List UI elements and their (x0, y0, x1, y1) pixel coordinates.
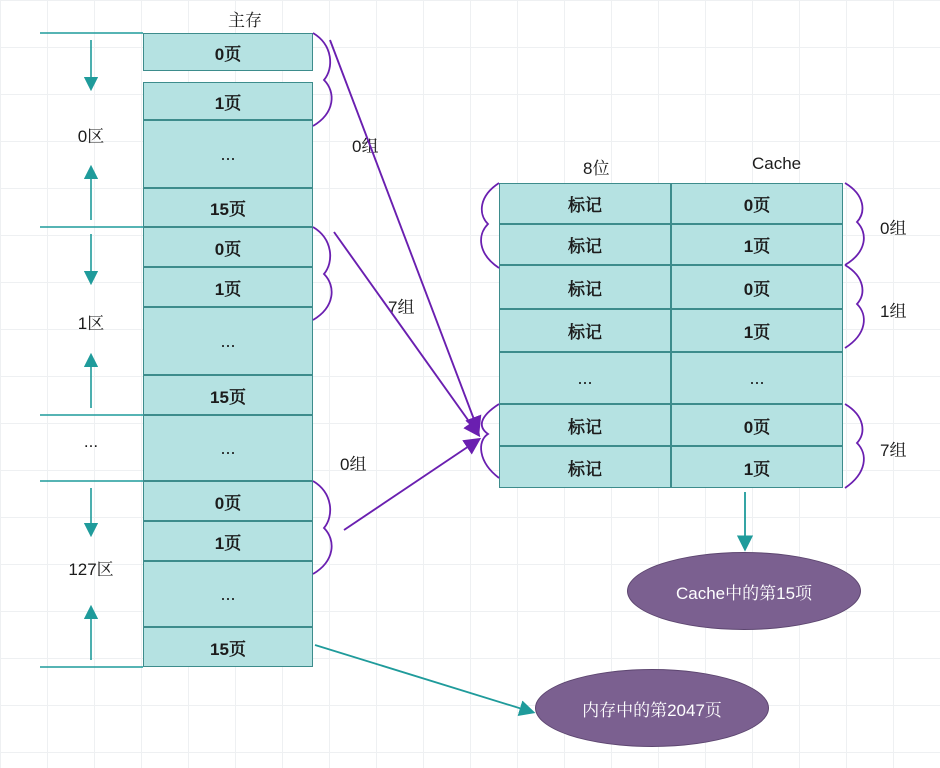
zone-label: ... (83, 432, 99, 451)
cache-group-label: 7组 (880, 441, 907, 460)
cache-tag-cell: ... (499, 352, 671, 404)
memory-cell: 15页 (143, 375, 313, 415)
cache-page-cell: ... (671, 352, 843, 404)
tag-bits-title: 8位 (583, 159, 610, 178)
cache-page-cell: 1页 (671, 309, 843, 352)
memory-cell: ... (143, 561, 313, 627)
memory-cell: ... (143, 307, 313, 375)
group-label: 0组 (352, 137, 379, 156)
main-memory-title: 主存 (228, 11, 262, 30)
callout-memory-page: 内存中的第2047页 (535, 669, 769, 747)
memory-cell: 0页 (143, 33, 313, 71)
memory-cell: 0页 (143, 227, 313, 267)
cache-page-cell: 0页 (671, 265, 843, 309)
cache-tag-cell: 标记 (499, 446, 671, 488)
zone-label: 0区 (77, 127, 105, 146)
cache-tag-cell: 标记 (499, 183, 671, 224)
zone-label: 1区 (77, 314, 105, 333)
memory-cell: 1页 (143, 82, 313, 120)
cache-page-cell: 1页 (671, 446, 843, 488)
memory-cell: 1页 (143, 267, 313, 307)
memory-cell: ... (143, 120, 313, 188)
cache-tag-cell: 标记 (499, 265, 671, 309)
memory-cell: 15页 (143, 627, 313, 667)
cache-tag-cell: 标记 (499, 224, 671, 265)
memory-cell: 1页 (143, 521, 313, 561)
cache-page-cell: 0页 (671, 404, 843, 446)
group-label: 0组 (340, 455, 367, 474)
cache-title: Cache (752, 154, 802, 173)
callout-cache-item: Cache中的第15项 (627, 552, 861, 630)
memory-cell: 0页 (143, 481, 313, 521)
cache-group-label: 0组 (880, 219, 907, 238)
cache-tag-cell: 标记 (499, 309, 671, 352)
zone-label: 127区 (68, 560, 114, 579)
cache-tag-cell: 标记 (499, 404, 671, 446)
memory-cell: 15页 (143, 188, 313, 227)
cache-group-label: 1组 (880, 302, 907, 321)
cache-page-cell: 0页 (671, 183, 843, 224)
group-label: 7组 (388, 298, 415, 317)
cache-page-cell: 1页 (671, 224, 843, 265)
memory-cell: ... (143, 415, 313, 481)
